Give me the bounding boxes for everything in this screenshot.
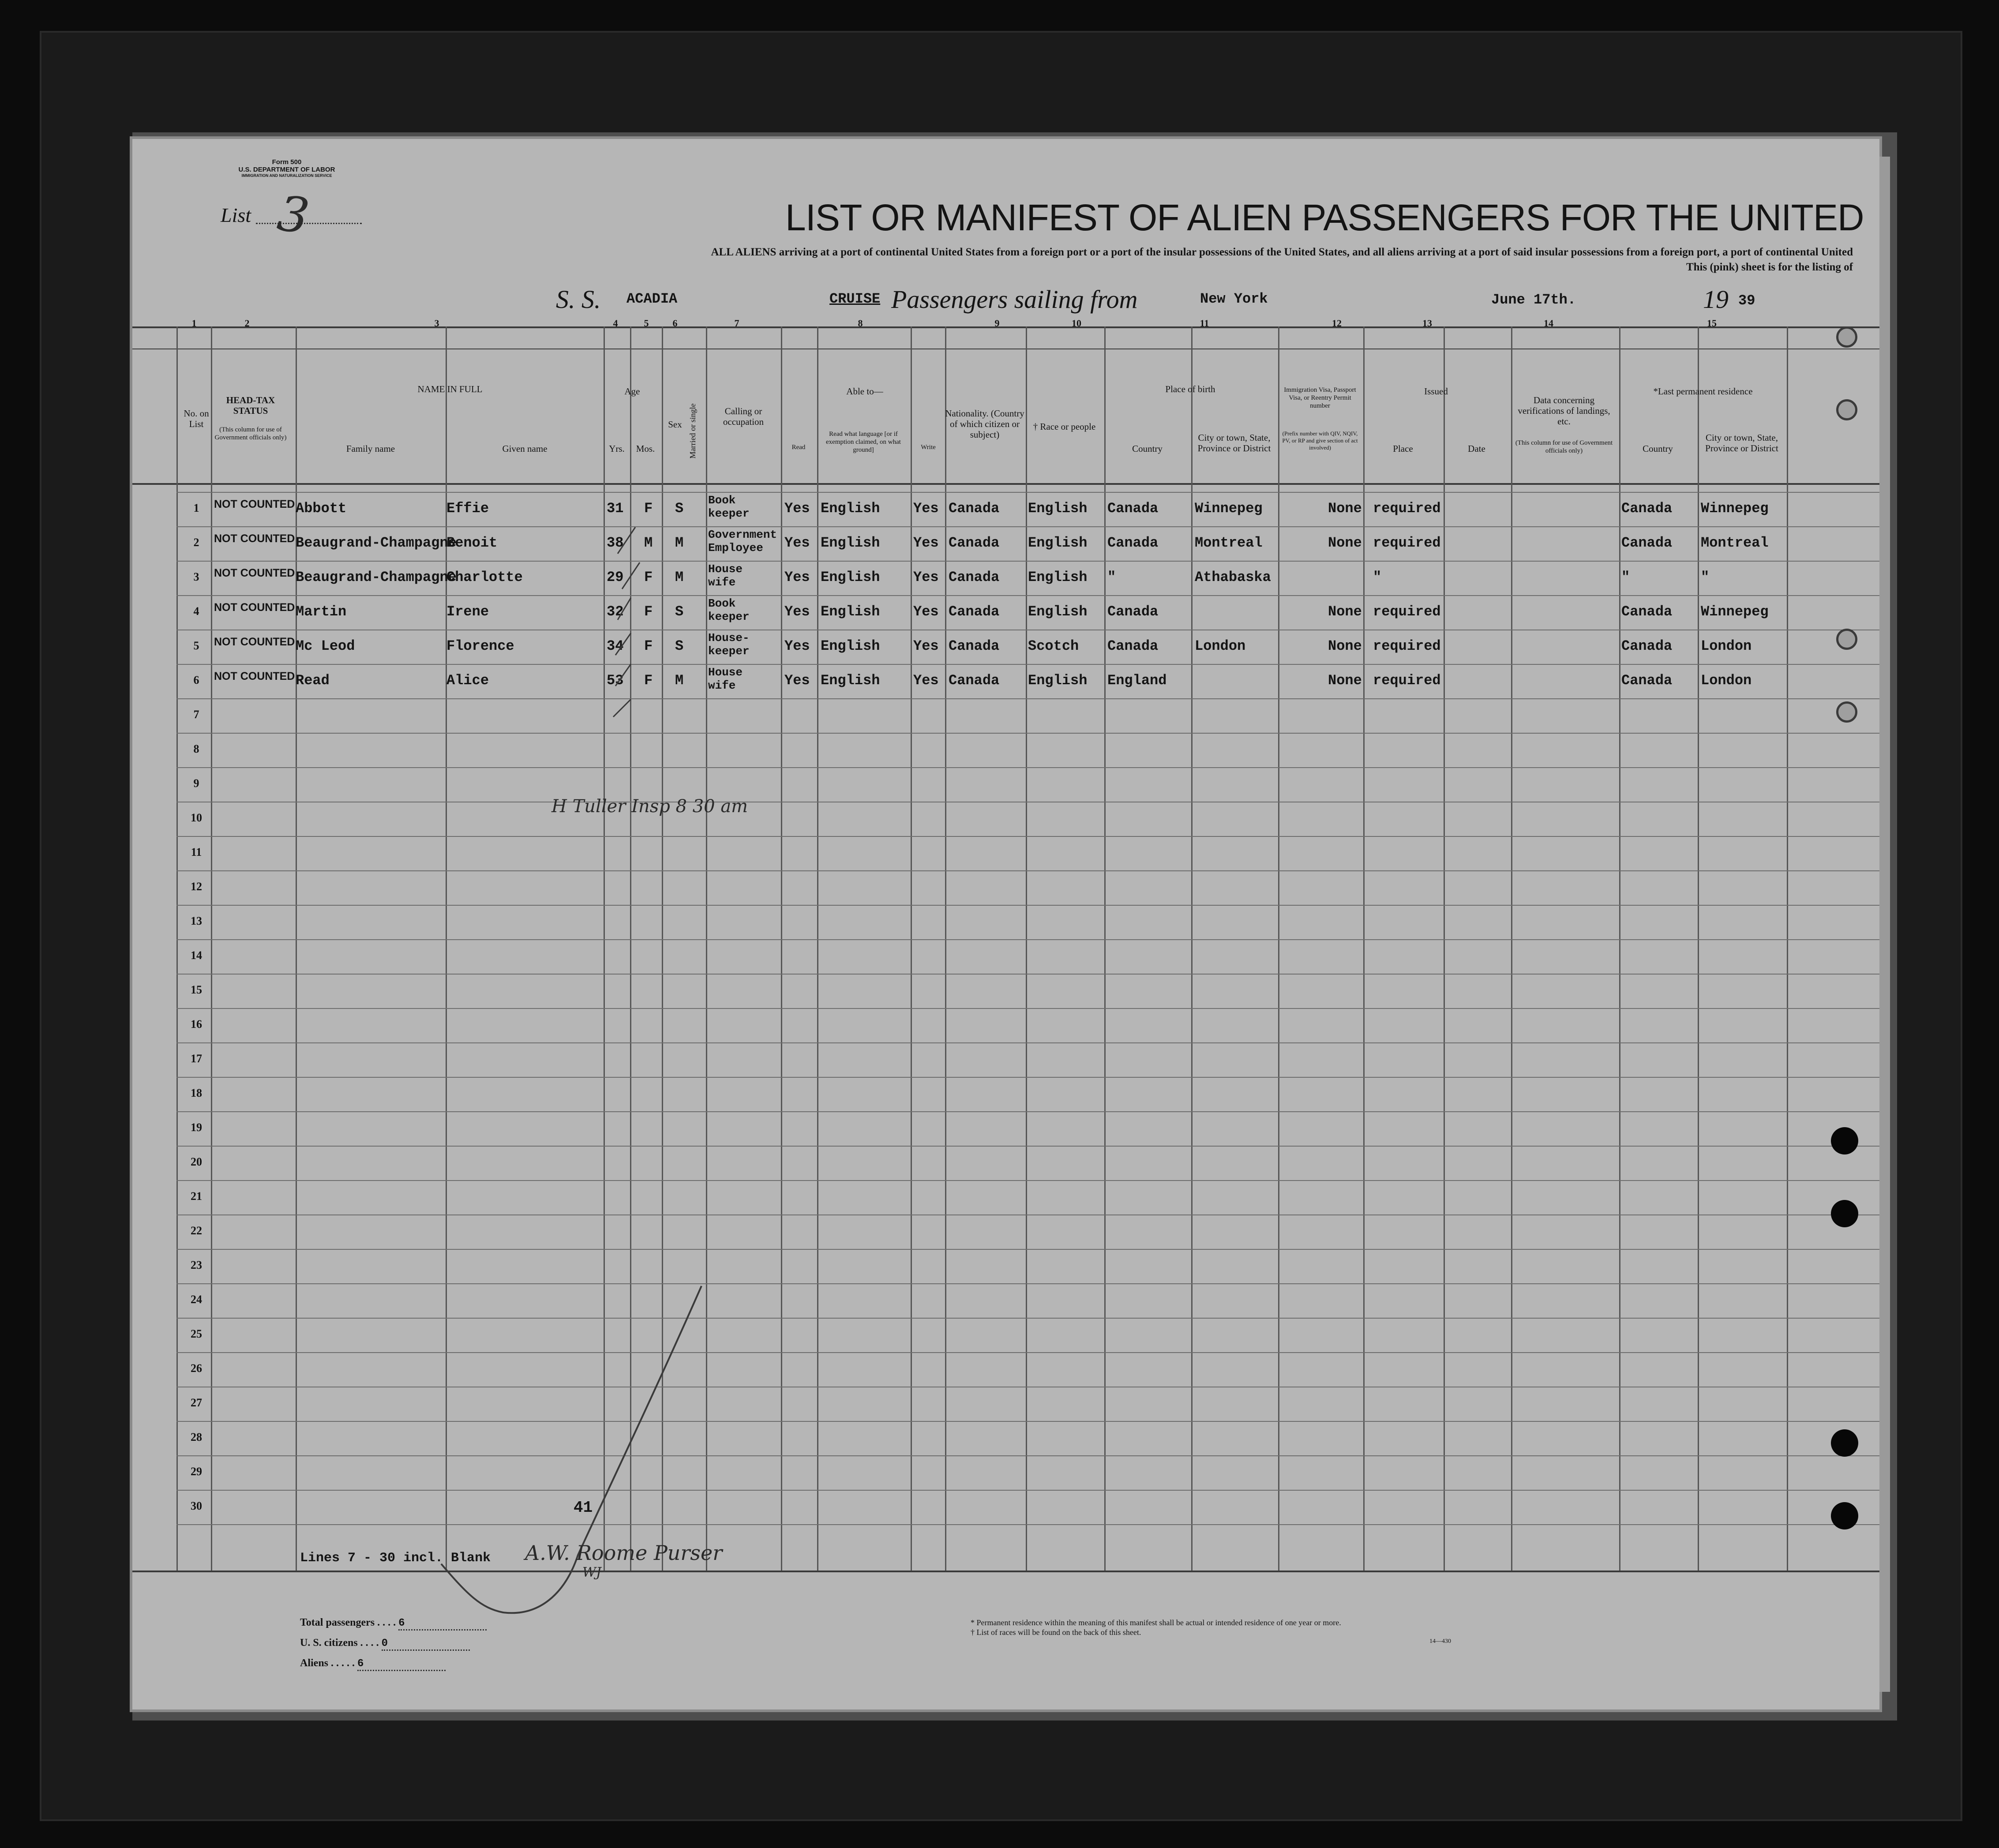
row-number: 9 — [193, 777, 199, 790]
row-number: 11 — [191, 846, 202, 858]
cell-occupation-line1: Government — [708, 528, 777, 541]
row-number: 30 — [191, 1499, 202, 1512]
punch-hole — [1836, 629, 1857, 650]
aliens — [300, 1657, 446, 1671]
ss-label: S. S. — [556, 285, 601, 314]
cell-yrs: 38 — [607, 535, 624, 551]
head-tax-status: NOT COUNTED — [214, 567, 295, 579]
row-number: 28 — [191, 1431, 202, 1443]
footnote-residence: * Permanent residence within the meaning of this manifest shall be actual or intended residence of one year or more. — [971, 1618, 1341, 1627]
cell-visa: None — [1328, 604, 1362, 620]
hdr-birth-country: Country — [1132, 443, 1163, 454]
colnum-15: 15 — [1707, 318, 1717, 329]
us-citizens — [300, 1637, 470, 1651]
cell-res-country: Canada — [1621, 500, 1673, 517]
cell-family: Beaugrand-Champagne — [296, 535, 457, 551]
row-number: 21 — [191, 1190, 202, 1203]
row-number: 16 — [191, 1018, 202, 1031]
cruise-label: CRUISE — [829, 291, 881, 307]
row-number: 15 — [191, 983, 202, 996]
cell-occupation-line2: keeper — [708, 610, 750, 623]
colnum-8: 8 — [858, 318, 863, 329]
cell-res-country: " — [1621, 569, 1630, 585]
cell-occupation-line2: keeper — [708, 645, 750, 658]
hdr-family-name: Family name — [346, 443, 395, 454]
cell-race: English — [1028, 500, 1088, 517]
cell-write: Yes — [913, 638, 939, 654]
cell-language: English — [821, 535, 880, 551]
row-number: 19 — [191, 1121, 202, 1134]
ship-name: ACADIA — [626, 291, 678, 307]
hdr-read: Read — [791, 444, 806, 451]
row-number: 3 — [193, 570, 199, 583]
cell-yrs: 31 — [607, 500, 624, 517]
cell-issued: required — [1373, 500, 1441, 517]
form-code: 14—430 — [1429, 1638, 1451, 1645]
cell-visa: None — [1328, 535, 1362, 551]
cell-read: Yes — [784, 604, 810, 620]
page-title: LIST OR MANIFEST OF ALIEN PASSENGERS FOR THE UNITED — [785, 197, 1864, 238]
cell-occupation-line1: House- — [708, 631, 750, 645]
cell-issued: required — [1373, 672, 1441, 689]
cell-married: M — [675, 569, 684, 585]
cell-birth-city: Athabaska — [1195, 569, 1271, 585]
cell-birth-country: Canada — [1107, 604, 1159, 620]
hdr-issued: Issued — [1424, 386, 1448, 397]
cell-family: Martin — [296, 604, 347, 620]
cell-write: Yes — [913, 535, 939, 551]
hdr-sex: Sex — [668, 419, 682, 430]
hdr-landings: Data concerning verifications of landings, etc. — [1518, 395, 1610, 427]
aliens-label: Aliens . . . . . — [300, 1657, 355, 1669]
cell-write: Yes — [913, 569, 939, 585]
cell-yrs: 29 — [607, 569, 624, 585]
cell-family: Read — [296, 672, 330, 689]
cell-family: Beaugrand-Champagne — [296, 569, 457, 585]
cell-res-country: Canada — [1621, 535, 1673, 551]
cell-res-country: Canada — [1621, 638, 1673, 654]
cell-sex: F — [644, 604, 653, 620]
total-passengers-label: Total passengers . . . . — [300, 1617, 396, 1628]
aliens-value: 6 — [357, 1658, 446, 1671]
row-number: 14 — [191, 949, 202, 962]
cell-res-country: Canada — [1621, 672, 1673, 689]
hdr-write: Write — [921, 444, 936, 451]
colnum-10: 10 — [1072, 318, 1081, 329]
row-number: 27 — [191, 1396, 202, 1409]
sailing-label: Passengers sailing from — [891, 285, 1138, 314]
cell-family: Abbott — [296, 500, 347, 517]
cell-nationality: Canada — [949, 500, 1000, 517]
row-number: 6 — [193, 674, 199, 686]
punch-hole — [1836, 326, 1857, 348]
colnum-9: 9 — [994, 318, 1000, 329]
cell-nationality: Canada — [949, 569, 1000, 585]
cell-occupation-line1: House — [708, 562, 743, 576]
colnum-13: 13 — [1422, 318, 1432, 329]
hdr-visa: Immigration Visa, Passport Visa, or Reentry Permit number — [1284, 386, 1356, 409]
row-number: 23 — [191, 1259, 202, 1271]
cell-visa: None — [1328, 672, 1362, 689]
cell-race: English — [1028, 569, 1088, 585]
cell-race: Scotch — [1028, 638, 1079, 654]
cell-language: English — [821, 638, 880, 654]
cell-res-city: London — [1701, 672, 1752, 689]
cell-given: Irene — [446, 604, 489, 620]
cell-res-city: Winnepeg — [1701, 500, 1769, 517]
subtitle-line-1: ALL ALIENS arriving at a port of continental United States from a foreign port or a port of the insular possessions of the United States, and all aliens arriving at a port of said insular possessions from a foreign port, a port of continental United — [711, 246, 1853, 258]
hdr-visa-note: (Prefix number with QIV, NQIV, PV, or RP and give section of act involved) — [1282, 430, 1358, 451]
cell-nationality: Canada — [949, 672, 1000, 689]
cell-issued: required — [1373, 604, 1441, 620]
cell-sex: F — [644, 638, 653, 654]
cell-race: English — [1028, 535, 1088, 551]
cell-nationality: Canada — [949, 604, 1000, 620]
total-passengers — [300, 1617, 487, 1631]
sailing-date: June 17th. — [1491, 292, 1576, 308]
punch-hole — [1831, 1200, 1858, 1227]
hdr-issued-date: Date — [1468, 443, 1485, 454]
cell-visa: None — [1328, 638, 1362, 654]
cell-given: Florence — [446, 638, 514, 654]
department-name: U.S. DEPARTMENT OF LABOR — [238, 166, 335, 173]
hdr-age: Age — [624, 386, 640, 397]
colnum-4: 4 — [613, 318, 618, 329]
cell-nationality: Canada — [949, 638, 1000, 654]
cell-issued: " — [1373, 569, 1382, 585]
sheet-edge — [1879, 157, 1890, 1692]
cell-married: S — [675, 604, 684, 620]
punch-hole — [1831, 1127, 1858, 1155]
head-tax-status: NOT COUNTED — [214, 636, 295, 648]
hdr-nationality: Nationality. (Country of which citizen or subject) — [945, 408, 1024, 440]
row-check-marks — [613, 527, 640, 717]
hdr-head-tax-note: (This column for use of Government officials only) — [214, 426, 287, 441]
cell-sex: M — [644, 535, 653, 551]
cell-married: S — [675, 500, 684, 517]
cell-language: English — [821, 569, 880, 585]
cell-res-city: Montreal — [1701, 535, 1769, 551]
row-number: 17 — [191, 1052, 202, 1065]
initials: WJ — [582, 1565, 601, 1580]
cell-issued: required — [1373, 535, 1441, 551]
total-passengers-value: 6 — [398, 1617, 487, 1631]
hdr-last-residence: *Last permanent residence — [1653, 386, 1753, 397]
cell-race: English — [1028, 604, 1088, 620]
row-number: 22 — [191, 1224, 202, 1237]
hdr-res-city: City or town, State, Province or District — [1705, 432, 1778, 454]
hdr-res-country: Country — [1643, 443, 1673, 454]
cell-sex: F — [644, 672, 653, 689]
cell-read: Yes — [784, 638, 810, 654]
cell-given: Effie — [446, 500, 489, 517]
colnum-7: 7 — [734, 318, 739, 329]
cell-sex: F — [644, 500, 653, 517]
hdr-calling: Calling or occupation — [723, 406, 764, 427]
cell-birth-country: England — [1107, 672, 1167, 689]
hdr-name-in-full: NAME IN FULL — [417, 384, 483, 394]
hdr-given-name: Given name — [502, 443, 548, 454]
cell-res-city: Winnepeg — [1701, 604, 1769, 620]
hdr-race: † Race or people — [1033, 421, 1096, 432]
row-number: 1 — [193, 502, 199, 514]
cell-read: Yes — [784, 500, 810, 517]
service-name: IMMIGRATION AND NATURALIZATION SERVICE — [241, 173, 332, 178]
handwriting-overlay — [132, 139, 1879, 1709]
colnum-14: 14 — [1544, 318, 1553, 329]
cell-occupation-line1: Book — [708, 597, 736, 610]
head-tax-status: NOT COUNTED — [214, 670, 295, 682]
cell-yrs: 53 — [607, 672, 624, 689]
cell-married: M — [675, 672, 684, 689]
form-number: Form 500 — [272, 158, 302, 166]
cell-sex: F — [644, 569, 653, 585]
cell-birth-city: Winnepeg — [1195, 500, 1263, 517]
punch-hole — [1831, 1429, 1858, 1457]
colnum-1: 1 — [191, 318, 197, 329]
hdr-no-on-list: No. on List — [184, 408, 209, 429]
cell-visa: None — [1328, 500, 1362, 517]
row-number: 7 — [193, 708, 199, 721]
hdr-yrs: Yrs. — [609, 443, 625, 454]
row-number: 8 — [193, 742, 199, 755]
year-prefix: 19 — [1703, 285, 1729, 314]
purser-signature: A.W. Roome Purser — [525, 1541, 723, 1565]
footnote-races: † List of races will be found on the back of this sheet. — [971, 1628, 1141, 1637]
cell-birth-city: London — [1195, 638, 1246, 654]
row-number: 20 — [191, 1155, 202, 1168]
hdr-head-tax: HEAD-TAX STATUS — [226, 395, 275, 416]
row-number: 12 — [191, 880, 202, 893]
cell-read: Yes — [784, 569, 810, 585]
cell-res-city: London — [1701, 638, 1752, 654]
punch-hole — [1836, 701, 1857, 723]
hdr-read-language: Read what language [or if exemption claimed, on what ground] — [826, 431, 901, 454]
punch-hole — [1831, 1502, 1858, 1529]
cell-occupation-line2: wife — [708, 679, 736, 692]
hdr-married: Married or single — [688, 403, 697, 459]
blank-lines-note: Lines 7 - 30 incl. Blank — [300, 1551, 491, 1566]
head-tax-status: NOT COUNTED — [214, 498, 295, 510]
cell-occupation-line2: wife — [708, 576, 736, 589]
list-label: List — [221, 204, 251, 226]
row-number: 24 — [191, 1293, 202, 1306]
cell-family: Mc Leod — [296, 638, 355, 654]
cell-res-country: Canada — [1621, 604, 1673, 620]
port-name: New York — [1200, 291, 1268, 307]
cell-yrs: 32 — [607, 604, 624, 620]
cell-married: M — [675, 535, 684, 551]
colnum-2: 2 — [244, 318, 250, 329]
cell-race: English — [1028, 672, 1088, 689]
row-number: 18 — [191, 1087, 202, 1099]
year-suffix: 39 — [1738, 292, 1755, 309]
cell-given: Benoit — [446, 535, 498, 551]
cell-nationality: Canada — [949, 535, 1000, 551]
row-number: 26 — [191, 1362, 202, 1375]
row-number: 10 — [191, 811, 202, 824]
cell-given: Alice — [446, 672, 489, 689]
cell-language: English — [821, 500, 880, 517]
hdr-issued-place: Place — [1393, 443, 1413, 454]
us-citizens-label: U. S. citizens . . . . — [300, 1637, 379, 1649]
cell-write: Yes — [913, 500, 939, 517]
row-number: 5 — [193, 639, 199, 652]
cell-birth-country: Canada — [1107, 535, 1159, 551]
row-number: 4 — [193, 605, 199, 618]
hdr-able-to: Able to— — [846, 386, 883, 397]
cell-birth-country: " — [1107, 569, 1116, 585]
manifest-sheet — [132, 139, 1879, 1709]
cell-language: English — [821, 604, 880, 620]
hdr-mos: Mos. — [636, 443, 655, 454]
cell-write: Yes — [913, 604, 939, 620]
list-number: 3 — [274, 184, 313, 245]
hdr-birth-city: City or town, State, Province or District — [1197, 432, 1271, 454]
cell-married: S — [675, 638, 684, 654]
cell-read: Yes — [784, 672, 810, 689]
hdr-place-of-birth: Place of birth — [1165, 384, 1215, 394]
cell-birth-country: Canada — [1107, 500, 1159, 517]
cell-occupation-line2: keeper — [708, 507, 750, 520]
cell-write: Yes — [913, 672, 939, 689]
cell-birth-city: Montreal — [1195, 535, 1263, 551]
row-number: 2 — [193, 536, 199, 549]
cell-birth-country: Canada — [1107, 638, 1159, 654]
head-tax-status: NOT COUNTED — [214, 532, 295, 545]
cell-issued: required — [1373, 638, 1441, 654]
cell-language: English — [821, 672, 880, 689]
row-number: 29 — [191, 1465, 202, 1478]
cell-occupation-line1: House — [708, 666, 743, 679]
row-number: 25 — [191, 1327, 202, 1340]
colnum-3: 3 — [434, 318, 439, 329]
us-citizens-value: 0 — [382, 1638, 470, 1651]
subtitle-line-2: This (pink) sheet is for the listing of — [1686, 261, 1853, 273]
head-tax-status: NOT COUNTED — [214, 601, 295, 614]
inspector-note: H Tuller Insp 8 30 am — [551, 796, 748, 817]
colnum-12: 12 — [1332, 318, 1342, 329]
tally-number: 41 — [574, 1499, 593, 1517]
cell-occupation-line1: Book — [708, 494, 736, 507]
cell-yrs: 34 — [607, 638, 624, 654]
row-number: 13 — [191, 915, 202, 927]
cell-occupation-line2: Employee — [708, 541, 763, 555]
colnum-5: 5 — [644, 318, 649, 329]
colnum-11: 11 — [1200, 318, 1209, 329]
hdr-landings-note: (This column for use of Government officials only) — [1515, 439, 1613, 454]
cell-res-city: " — [1701, 569, 1710, 585]
cell-read: Yes — [784, 535, 810, 551]
punch-hole — [1836, 399, 1857, 420]
cell-given: Charlotte — [446, 569, 523, 585]
colnum-6: 6 — [672, 318, 678, 329]
